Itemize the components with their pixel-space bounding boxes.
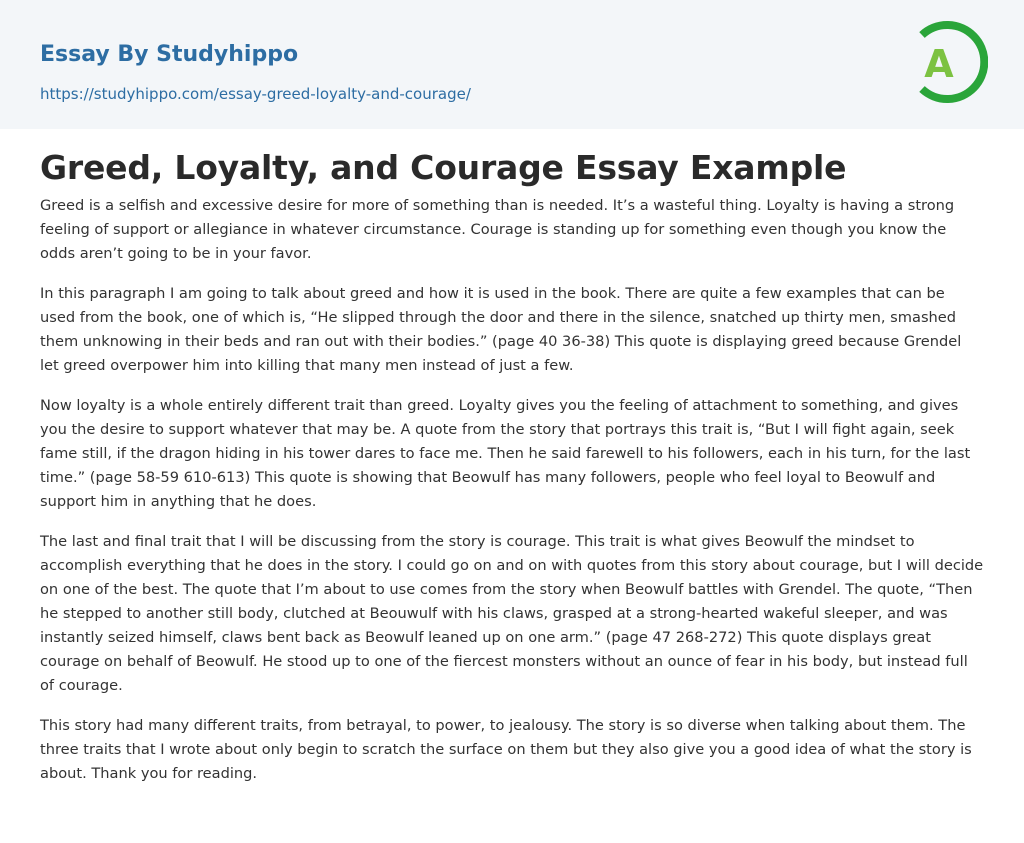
studyhippo-logo-icon[interactable]	[910, 18, 988, 106]
essay-paragraph: This story had many different traits, from betrayal, to power, to jealousy. The story is so diverse when talking about them. The three traits that I wrote about only begin to scratch the surface on them but they also give you a good idea of what the story is about. Thank you for reading.	[40, 717, 972, 782]
essay-body	[40, 194, 984, 802]
essay-paragraph: Greed is a selfish and excessive desire for more of something than is needed. It’s a wasteful thing. Loyalty is having a strong feeling of support or allegiance in whatever circumstance. Courage is standing up for something even though you know the odds aren’t going to be in your favor.	[40, 197, 955, 262]
essay-paragraph: Now loyalty is a whole entirely different trait than greed. Loyalty gives you the feeling of attachment to something, and gives you the desire to support whatever that may be. A quote from the story that portrays this trait is, “But I will fight again, seek fame still, if the dragon hiding in his tower dares to face me. Then he said farewell to his followers, each in his turn, for the last time.” (page 58-59 610-613) This quote is showing that Beowulf has many followers, people who feel loyal to Beowulf and support him in anything that he does.	[40, 397, 971, 510]
essay-paragraph: The last and final trait that I will be discussing from the story is courage. This trait is what gives Beowulf the mindset to accomplish everything that he does in the story. I could go on and on with quotes from this story about courage, but I will decide on one of the best. The quote that I’m about to use comes from the story when Beowulf battles with Grendel. The quote, “Then he stepped to another still body, clutched at Beouwulf with his claws, grasped at a strong-hearted wakeful sleeper, and was instantly seized himself, claws bent back as Beowulf leaned up on one arm.” (page 47 268-272) This quote displays great courage on behalf of Beowulf. He stood up to one of the fiercest monsters without an ounce of fear in his body, but instead full of courage.	[40, 533, 984, 694]
page-title: Greed, Loyalty, and Courage Essay Example	[40, 148, 847, 187]
essay-url-link[interactable]: https://studyhippo.com/essay-greed-loyalty-and-courage/	[40, 85, 471, 103]
logo-letter: A	[924, 42, 954, 86]
essay-paragraph: In this paragraph I am going to talk about greed and how it is used in the book. There are quite a few examples that can be used from the book, one of which is, “He slipped through the door and there in the silence, snatched up thirty men, smashed them unknowing in their beds and ran out with their bodies.” (page 40 36-38) This quote is displaying greed because Grendel let greed overpower him into killing that many men instead of just a few.	[40, 285, 962, 374]
site-header	[0, 0, 1024, 129]
brand-name[interactable]: Essay By Studyhippo	[40, 42, 299, 67]
